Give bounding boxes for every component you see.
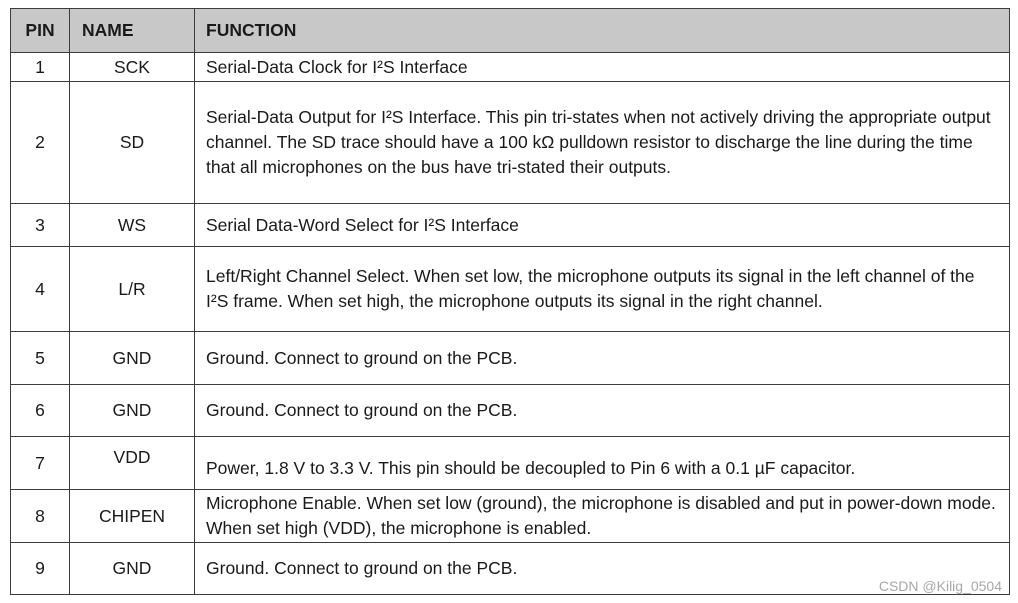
pin-name: GND [70, 332, 195, 385]
pin-name: L/R [70, 247, 195, 332]
table-row [11, 247, 1010, 332]
pin-name: VDD [70, 437, 195, 490]
table-row [11, 437, 1010, 490]
table-row [11, 385, 1010, 437]
pin-function: Ground. Connect to ground on the PCB. [195, 332, 1010, 385]
pin-number: 7 [11, 437, 70, 490]
pin-function: Left/Right Channel Select. When set low, the microphone outputs its signal in the left channel of the I²S frame. When set high, the microphone outputs its signal in the right channel. [195, 247, 1010, 332]
pin-number: 3 [11, 204, 70, 247]
header-name: NAME [70, 9, 195, 53]
pin-name: GND [70, 543, 195, 595]
pin-number: 4 [11, 247, 70, 332]
pin-function: Ground. Connect to ground on the PCB. [195, 543, 1010, 595]
pin-function: Power, 1.8 V to 3.3 V. This pin should be decoupled to Pin 6 with a 0.1 µF capacitor. [195, 437, 1010, 490]
pin-name: GND [70, 385, 195, 437]
watermark: CSDN @Kilig_0504 [878, 578, 1002, 594]
pin-name: SCK [70, 53, 195, 82]
pin-function: Microphone Enable. When set low (ground), the microphone is disabled and put in power-down mode. When set high (VDD), the microphone is enabled. [195, 490, 1010, 543]
table-row [11, 543, 1010, 595]
pin-number: 2 [11, 82, 70, 204]
pin-function: Ground. Connect to ground on the PCB. [195, 385, 1010, 437]
pin-name: CHIPEN [70, 490, 195, 543]
pin-name: WS [70, 204, 195, 247]
table-row [11, 82, 1010, 204]
header-pin: PIN [11, 9, 70, 53]
pin-function: Serial-Data Output for I²S Interface. This pin tri-states when not actively driving the appropriate output channel. The SD trace should have a 100 kΩ pulldown resistor to discharge the line during the time that all microphones on the bus have tri-stated their outputs. [195, 82, 1010, 204]
pin-function: Serial-Data Clock for I²S Interface [195, 53, 1010, 82]
pin-number: 5 [11, 332, 70, 385]
pin-number: 9 [11, 543, 70, 595]
table-row [11, 332, 1010, 385]
pin-name: SD [70, 82, 195, 204]
pin-function-table [10, 8, 1010, 595]
pin-number: 8 [11, 490, 70, 543]
table-row [11, 53, 1010, 82]
pin-number: 1 [11, 53, 70, 82]
table-row [11, 490, 1010, 543]
table-row [11, 204, 1010, 247]
pin-function: Serial Data-Word Select for I²S Interface [195, 204, 1010, 247]
pin-number: 6 [11, 385, 70, 437]
header-function: FUNCTION [195, 9, 1010, 53]
table-header-row [11, 9, 1010, 53]
